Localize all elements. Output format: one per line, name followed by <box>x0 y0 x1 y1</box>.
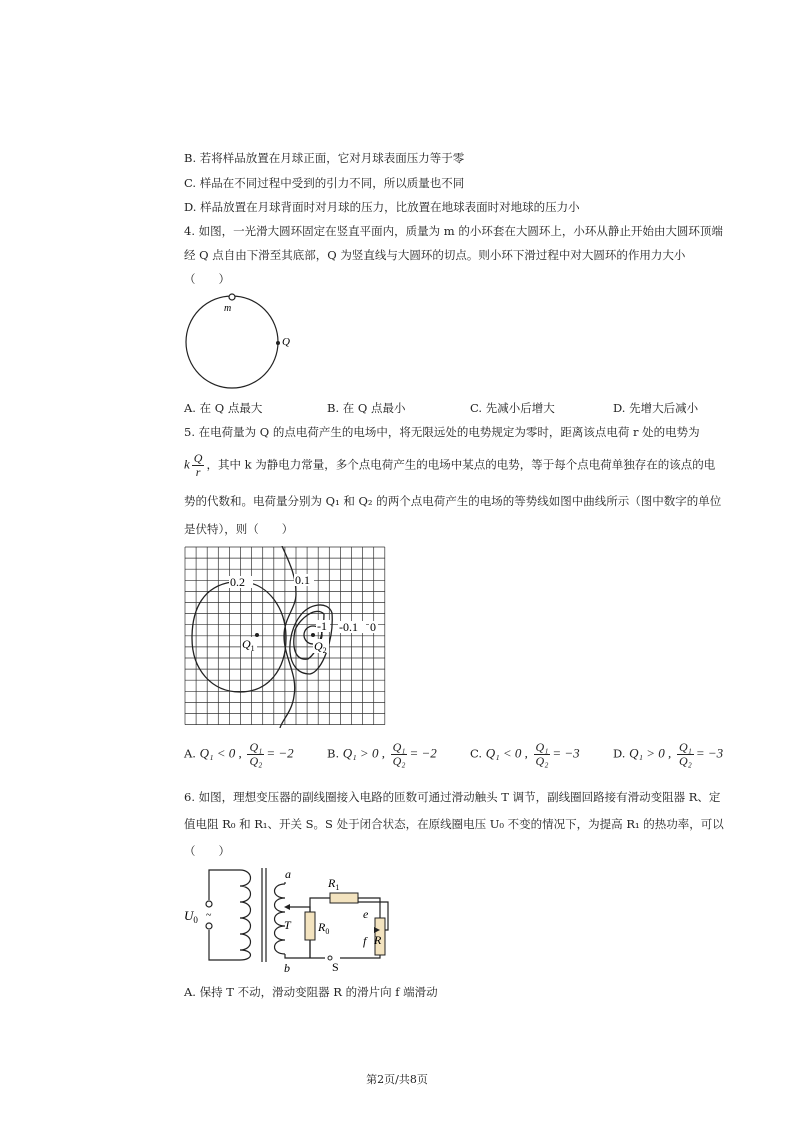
q-over-r-fraction: $\frac{Q}{r}$ <box>193 451 203 479</box>
resistor-r1 <box>330 893 358 903</box>
label-r1: $R_1$ <box>328 876 340 892</box>
slider-t-arrow <box>284 904 290 910</box>
label-0.1: 0.1 <box>295 573 310 587</box>
label-u0: $U_0$ <box>184 908 198 925</box>
q6-stem-line2: 值电阻 R₀ 和 R₁、开关 S。S 处于闭合状态，在原线圈电压 U₀ 不变的情况下，为提高 R₁ 的热功率，可以 <box>184 817 724 831</box>
label-q2: $Q_2$ <box>314 639 327 655</box>
q4-answer-paren: （ ） <box>184 272 230 286</box>
q4-option-b: B. 在 Q 点最小 <box>327 401 406 415</box>
q1-charge-dot <box>255 633 259 637</box>
q5-stem-line2 <box>184 452 715 479</box>
right-branch-wire <box>340 955 380 958</box>
q4-stem-line1: 4. 如图，一光滑大圆环固定在竖直平面内，质量为 m 的小环套在大圆环上，小环从静止开始由大圆环顶端 <box>184 224 723 238</box>
q6-answer-paren: （ ） <box>184 844 230 858</box>
label-q1: $Q_1$ <box>242 637 255 653</box>
label-e: e <box>363 907 369 921</box>
q4-stem-line2: 经 Q 点自由下滑至其底部，Q 为竖直线与大圆环的切点。则小环下滑过程中对大圆环的作用力大小 <box>184 248 686 262</box>
q4-option-c: C. 先减小后增大 <box>470 401 555 415</box>
coulomb-k: k <box>184 456 190 472</box>
q3-option-b: B. 若将样品放置在月球正面，它对月球表面压力等于零 <box>184 151 465 165</box>
small-ring <box>229 294 235 300</box>
q2-charge-dot <box>311 633 315 637</box>
label-t: T <box>284 918 291 932</box>
q5-option-a: A. Q₁ < 0 , $\frac{\text{Q₁}}{\text{Q₂}}$ = −2 <box>184 740 294 768</box>
q5-equipotential-figure <box>184 546 386 728</box>
q5-stem-line1: 5. 在电荷量为 Q 的点电荷产生的电场中，将无限远处的电势规定为零时，距离该点电荷 r 处的电势为 <box>184 425 700 439</box>
big-ring <box>186 296 278 388</box>
grid <box>185 547 385 725</box>
q5-stem-line4: 是伏特），则（ ） <box>184 522 294 536</box>
q3-option-c: C. 样品在不同过程中受到的引力不同，所以质量也不同 <box>184 176 465 190</box>
q5-stem-line2-text: ，其中 k 为静电力常量，多个点电荷产生的电场中某点的电势，等于每个点电荷单独存在的该点的电 <box>206 457 716 472</box>
q6-transformer-circuit <box>180 860 390 980</box>
label-r0: $R_0$ <box>318 920 330 936</box>
point-q-dot <box>276 341 280 345</box>
mass-label: m <box>224 303 232 314</box>
label-0: 0 <box>370 620 376 634</box>
label-b: b <box>284 961 290 975</box>
q3-option-d: D. 样品放置在月球背面时对月球的压力，比放置在地球表面时对地球的压力小 <box>184 200 580 214</box>
q4-ring-figure <box>180 290 300 394</box>
contour-0.2 <box>192 582 286 692</box>
primary-coil <box>240 870 251 960</box>
label-0.2: 0.2 <box>230 575 245 589</box>
q-label: Q <box>282 336 290 348</box>
ac-symbol: ~ <box>206 910 212 921</box>
q5-option-d: D. Q₁ > 0 , $\frac{\text{Q₁}}{\text{Q₂}}$ = −3 <box>613 740 724 768</box>
u0-terminal-top <box>206 901 212 907</box>
q5-stem-line3: 势的代数和。电荷量分别为 Q₁ 和 Q₂ 的两个点电荷产生的电场的等势线如图中曲线所示（图中数字的单位 <box>184 494 722 508</box>
primary-wire <box>209 870 240 960</box>
secondary-bottom-wire <box>285 954 325 958</box>
q6-option-a: A. 保持 T 不动，滑动变阻器 R 的滑片向 f 端滑动 <box>184 985 438 999</box>
label-f: f <box>363 934 367 948</box>
label-r: R <box>374 933 382 947</box>
label-a: a <box>285 867 291 881</box>
q5-option-c: C. Q₁ < 0 , $\frac{\text{Q₁}}{\text{Q₂}}$ = −3 <box>470 740 580 768</box>
q4-option-d: D. 先增大后减小 <box>613 401 699 415</box>
q5-option-b: B. Q₁ > 0 , $\frac{\text{Q₁}}{\text{Q₂}}$ = −2 <box>327 740 437 768</box>
q4-option-a: A. 在 Q 点最大 <box>184 401 263 415</box>
resistor-r0 <box>305 912 315 940</box>
label-minus-0.1: -0.1 <box>339 620 358 634</box>
label-minus-1: -1 <box>317 619 327 633</box>
page-footer: 第2页/共8页 <box>366 1073 428 1086</box>
label-s: S <box>332 960 339 974</box>
u0-terminal-bottom <box>206 923 212 929</box>
q6-stem-line1: 6. 如图，理想变压器的副线圈接入电路的匝数可通过滑动触头 T 调节，副线圈回路接有滑动变阻器 R、定 <box>184 790 721 804</box>
